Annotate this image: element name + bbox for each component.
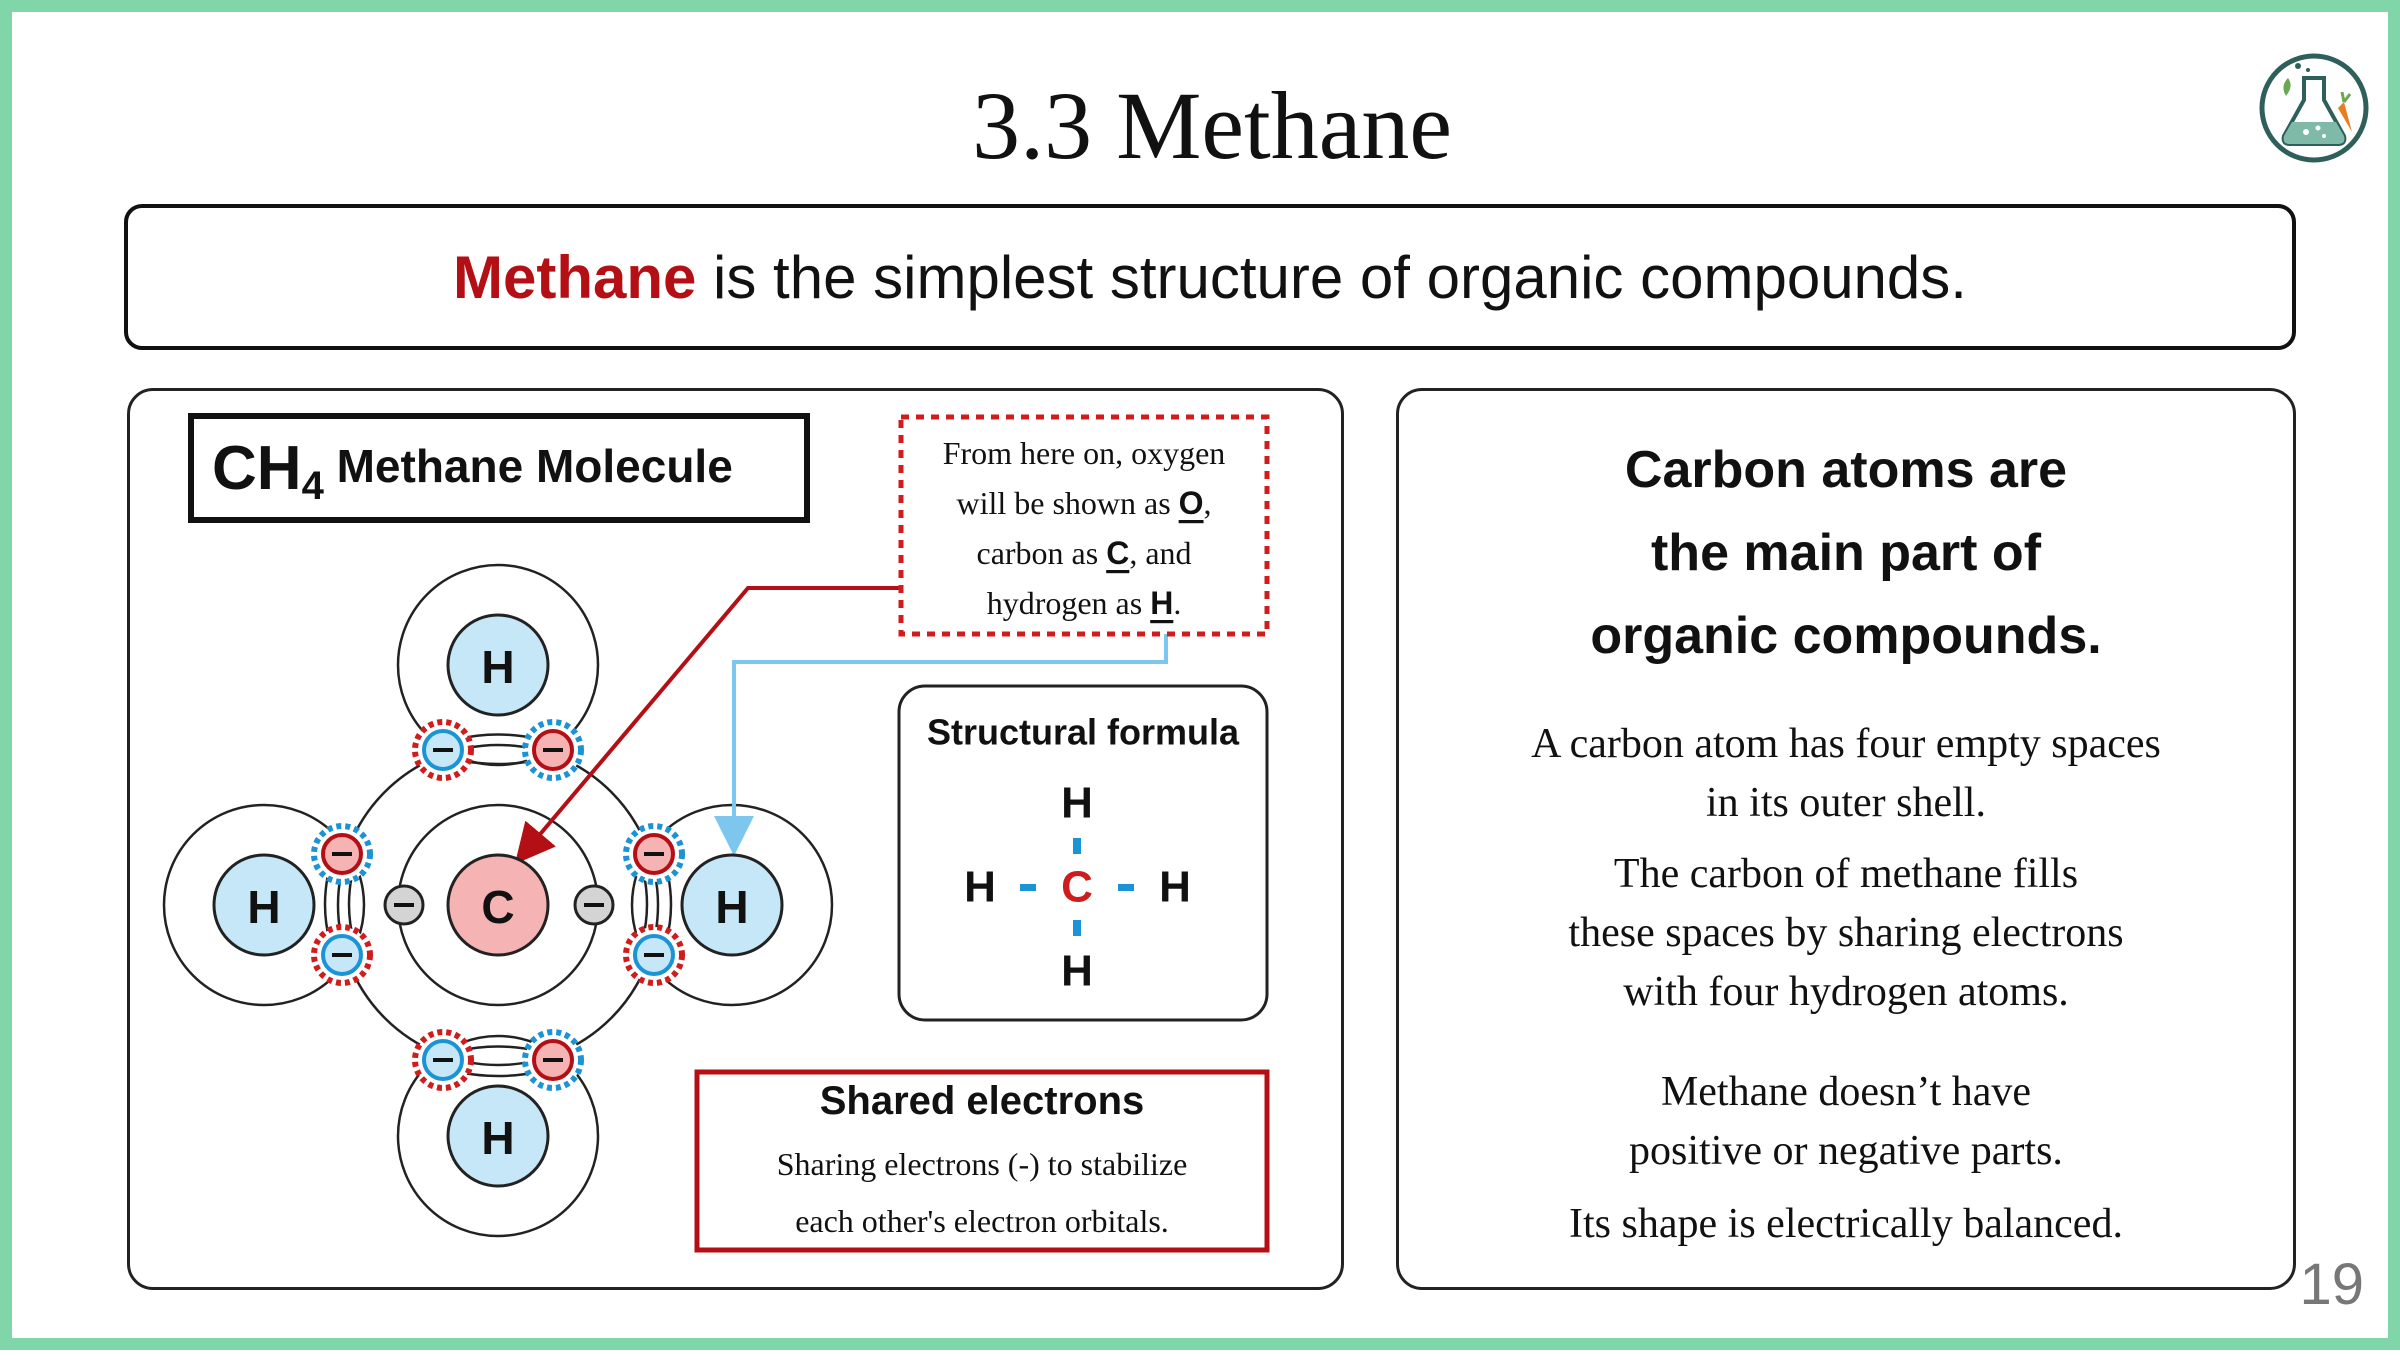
svg-text:H: H [715,881,749,933]
carbon-atom [448,855,548,955]
svg-text:From here on, oxygen: From here on, oxygen [942,435,1226,471]
svg-text:C: C [481,881,515,933]
carbon-inner-electron-left [385,886,423,924]
carbon-shared-electron [525,722,581,778]
svg-text:H: H [1159,862,1191,912]
svg-text:H: H [1061,946,1093,996]
explanation-heading: Carbon atoms are the main part of organic compounds. [1590,441,2102,665]
paragraph-charge: Methane doesn’t have positive or negative parts. [1629,1069,2063,1174]
carbon-shared-electron [626,826,682,882]
carbon-shared-electron [314,826,370,882]
hydrogen-shared-electron [415,722,471,778]
hydrogen-shared-electron [626,927,682,983]
hydrogen-shared-electron [314,927,370,983]
svg-text:hydrogen as H.: hydrogen as H. [986,585,1182,621]
shared-electrons-line2: each other's electron orbitals. [795,1203,1169,1239]
explanation-panel [1396,388,2296,1290]
molecule-label: $CH_4$ $^{Methane Molecule}$ [212,433,733,508]
structural-formula-title: Structural formula [926,711,1240,753]
paragraph-sharing: The carbon of methane fills these spaces by sharing electrons with four hydrogen atoms. [1568,851,2124,1015]
hydrogen-atom-top [448,615,548,715]
svg-text:H: H [1061,778,1093,828]
hydrogen-atom-right [682,855,782,955]
banner-highlight: Methane [453,243,697,311]
hydrogen-shared-electron [415,1032,471,1088]
svg-text:will be shown as O,: will be shown as O, [956,485,1212,521]
banner-text: is the simplest structure of organic compounds. [696,243,1967,311]
svg-text:H: H [481,641,515,693]
paragraph-outer-shell: A carbon atom has four empty spaces in its outer shell. [1531,721,2161,826]
hydrogen-atom-bottom [448,1086,548,1186]
hydrogen-atom-left [214,855,314,955]
slide-title: 3.3 Methane [972,72,1452,179]
page-number: 19 [2299,1252,2364,1317]
svg-text:H: H [481,1112,515,1164]
carbon-inner-electron-right [575,886,613,924]
svg-text:H: H [964,862,996,912]
paragraph-balance: Its shape is electrically balanced. [1569,1201,2123,1247]
svg-text:H: H [247,881,281,933]
shared-electrons-line1: Sharing electrons (-) to stabilize [776,1146,1188,1182]
shared-electrons-title: Shared electrons [819,1079,1145,1123]
svg-text:carbon as C, and: carbon as C, and [976,535,1192,571]
svg-text:C: C [1061,862,1093,912]
carbon-shared-electron [525,1032,581,1088]
